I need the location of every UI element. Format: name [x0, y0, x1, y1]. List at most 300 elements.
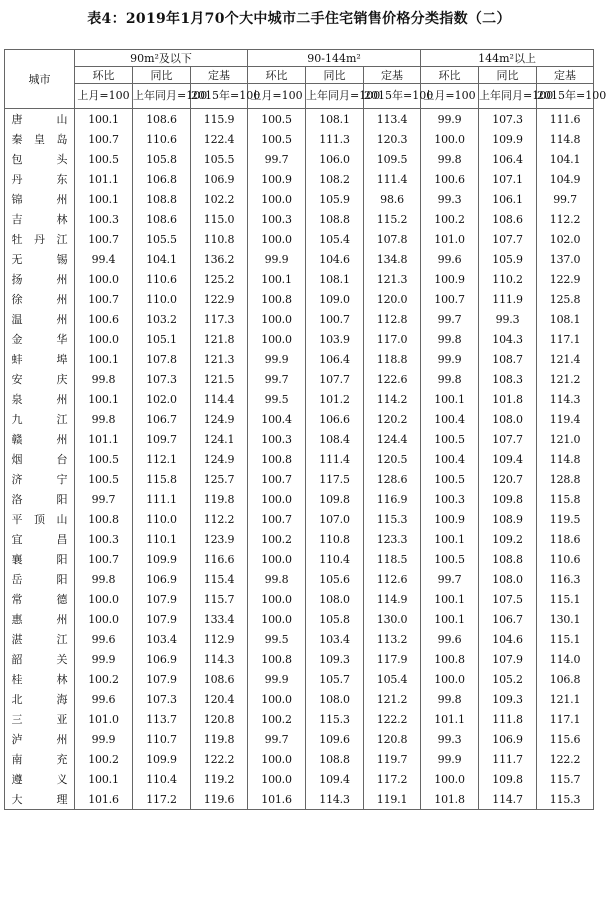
value-cell: 101.1	[75, 429, 133, 449]
city-name: 桂林	[11, 673, 68, 686]
value-cell: 105.7	[306, 669, 364, 689]
value-cell: 111.6	[537, 109, 594, 130]
value-cell: 110.1	[133, 529, 191, 549]
value-cell: 106.9	[479, 729, 537, 749]
value-cell: 100.1	[421, 389, 479, 409]
value-cell: 130.0	[364, 609, 421, 629]
value-cell: 109.6	[306, 729, 364, 749]
value-cell: 122.2	[191, 749, 248, 769]
value-cell: 113.2	[364, 629, 421, 649]
value-cell: 99.9	[248, 349, 306, 369]
city-cell	[5, 789, 75, 810]
value-cell: 99.3	[421, 729, 479, 749]
value-cell: 112.2	[537, 209, 594, 229]
city-cell	[5, 609, 75, 629]
value-cell: 101.0	[75, 709, 133, 729]
city-name: 泉州	[11, 393, 68, 406]
value-cell: 115.7	[537, 769, 594, 789]
value-cell: 128.6	[364, 469, 421, 489]
value-cell: 100.7	[248, 469, 306, 489]
base-header-0-1: 上年同月=100	[133, 84, 191, 109]
group-header-large: 144m²以上	[421, 50, 594, 67]
value-cell: 114.4	[191, 389, 248, 409]
value-cell: 108.1	[306, 269, 364, 289]
value-cell: 100.8	[75, 509, 133, 529]
value-cell: 100.7	[306, 309, 364, 329]
value-cell: 100.0	[248, 309, 306, 329]
value-cell: 106.9	[191, 169, 248, 189]
value-cell: 107.9	[479, 649, 537, 669]
value-cell: 112.1	[133, 449, 191, 469]
table-row	[5, 489, 594, 509]
value-cell: 125.8	[537, 289, 594, 309]
value-cell: 101.0	[421, 229, 479, 249]
city-cell	[5, 429, 75, 449]
value-cell: 107.7	[306, 369, 364, 389]
table-row	[5, 129, 594, 149]
city-name: 牡丹江	[11, 233, 68, 246]
value-cell: 101.1	[421, 709, 479, 729]
value-cell: 105.9	[479, 249, 537, 269]
value-cell: 100.0	[248, 749, 306, 769]
value-cell: 119.5	[537, 509, 594, 529]
city-cell	[5, 249, 75, 269]
city-name: 大理	[11, 793, 68, 806]
value-cell: 122.9	[537, 269, 594, 289]
value-cell: 109.9	[133, 549, 191, 569]
value-cell: 110.7	[133, 729, 191, 749]
value-cell: 120.4	[191, 689, 248, 709]
value-cell: 110.8	[191, 229, 248, 249]
value-cell: 100.5	[421, 549, 479, 569]
value-cell: 114.8	[537, 129, 594, 149]
sub-header-1-2: 定基	[364, 67, 421, 84]
city-cell	[5, 469, 75, 489]
value-cell: 106.7	[133, 409, 191, 429]
table-row	[5, 329, 594, 349]
city-cell	[5, 489, 75, 509]
city-name: 唐山	[11, 113, 68, 126]
table-row	[5, 609, 594, 629]
value-cell: 99.3	[479, 309, 537, 329]
value-cell: 110.6	[537, 549, 594, 569]
city-cell	[5, 149, 75, 169]
value-cell: 99.9	[248, 249, 306, 269]
value-cell: 109.2	[479, 529, 537, 549]
value-cell: 100.3	[75, 209, 133, 229]
value-cell: 99.4	[75, 249, 133, 269]
value-cell: 102.2	[191, 189, 248, 209]
table-row	[5, 249, 594, 269]
value-cell: 100.0	[75, 269, 133, 289]
value-cell: 112.6	[364, 569, 421, 589]
value-cell: 100.0	[421, 129, 479, 149]
value-cell: 116.6	[191, 549, 248, 569]
value-cell: 121.2	[364, 689, 421, 709]
value-cell: 100.1	[421, 609, 479, 629]
base-header-1-2: 2015年=100	[364, 84, 421, 109]
value-cell: 108.0	[306, 689, 364, 709]
value-cell: 100.5	[248, 129, 306, 149]
value-cell: 100.4	[421, 449, 479, 469]
value-cell: 100.0	[248, 549, 306, 569]
city-name: 丹东	[11, 173, 68, 186]
value-cell: 107.8	[133, 349, 191, 369]
value-cell: 109.4	[306, 769, 364, 789]
value-cell: 110.0	[133, 289, 191, 309]
city-name: 包头	[11, 153, 68, 166]
city-name: 北海	[11, 693, 68, 706]
value-cell: 124.4	[364, 429, 421, 449]
sub-header-0-1: 同比	[133, 67, 191, 84]
value-cell: 119.1	[364, 789, 421, 810]
value-cell: 107.3	[133, 689, 191, 709]
value-cell: 100.0	[75, 589, 133, 609]
table-row	[5, 169, 594, 189]
city-name: 襄阳	[11, 553, 68, 566]
value-cell: 111.4	[306, 449, 364, 469]
value-cell: 110.8	[306, 529, 364, 549]
city-cell	[5, 509, 75, 529]
value-cell: 100.8	[248, 289, 306, 309]
value-cell: 120.3	[364, 129, 421, 149]
value-cell: 121.5	[191, 369, 248, 389]
value-cell: 103.9	[306, 329, 364, 349]
value-cell: 105.9	[306, 189, 364, 209]
value-cell: 111.1	[133, 489, 191, 509]
value-cell: 113.4	[364, 109, 421, 130]
city-header: 城市	[5, 50, 75, 109]
value-cell: 99.6	[75, 629, 133, 649]
value-cell: 106.0	[306, 149, 364, 169]
value-cell: 105.8	[306, 609, 364, 629]
value-cell: 111.8	[479, 709, 537, 729]
value-cell: 108.9	[479, 509, 537, 529]
base-header-0-0: 上月=100	[75, 84, 133, 109]
value-cell: 111.4	[364, 169, 421, 189]
city-name: 三亚	[11, 713, 68, 726]
value-cell: 122.2	[537, 749, 594, 769]
value-cell: 107.3	[133, 369, 191, 389]
value-cell: 98.6	[364, 189, 421, 209]
city-name: 烟台	[11, 453, 68, 466]
value-cell: 125.2	[191, 269, 248, 289]
city-name: 宜昌	[11, 533, 68, 546]
value-cell: 124.9	[191, 449, 248, 469]
value-cell: 99.7	[421, 309, 479, 329]
value-cell: 108.6	[133, 209, 191, 229]
value-cell: 106.6	[306, 409, 364, 429]
city-name: 常德	[11, 593, 68, 606]
city-name: 韶关	[11, 653, 68, 666]
value-cell: 113.7	[133, 709, 191, 729]
city-cell	[5, 409, 75, 429]
value-cell: 104.6	[479, 629, 537, 649]
table-row	[5, 749, 594, 769]
value-cell: 100.5	[75, 149, 133, 169]
value-cell: 120.8	[364, 729, 421, 749]
table-row	[5, 229, 594, 249]
city-cell	[5, 309, 75, 329]
value-cell: 108.0	[306, 589, 364, 609]
value-cell: 124.1	[191, 429, 248, 449]
value-cell: 99.5	[248, 629, 306, 649]
value-cell: 108.1	[306, 109, 364, 130]
value-cell: 107.7	[479, 429, 537, 449]
table-row	[5, 669, 594, 689]
value-cell: 100.8	[421, 649, 479, 669]
group-header-small: 90m²及以下	[75, 50, 248, 67]
value-cell: 114.2	[364, 389, 421, 409]
city-name: 吉林	[11, 213, 68, 226]
value-cell: 137.0	[537, 249, 594, 269]
value-cell: 102.0	[537, 229, 594, 249]
value-cell: 100.8	[248, 649, 306, 669]
value-cell: 115.3	[306, 709, 364, 729]
value-cell: 115.8	[133, 469, 191, 489]
value-cell: 115.8	[537, 489, 594, 509]
city-cell	[5, 769, 75, 789]
value-cell: 117.1	[537, 329, 594, 349]
value-cell: 100.0	[75, 329, 133, 349]
value-cell: 100.2	[75, 749, 133, 769]
table-row	[5, 289, 594, 309]
value-cell: 106.8	[537, 669, 594, 689]
value-cell: 99.9	[75, 729, 133, 749]
base-header-0-2: 2015年=100	[191, 84, 248, 109]
value-cell: 109.8	[479, 489, 537, 509]
value-cell: 108.8	[306, 749, 364, 769]
value-cell: 133.4	[191, 609, 248, 629]
value-cell: 100.1	[421, 589, 479, 609]
value-cell: 101.8	[479, 389, 537, 409]
value-cell: 100.1	[248, 269, 306, 289]
value-cell: 114.9	[364, 589, 421, 609]
value-cell: 121.3	[364, 269, 421, 289]
value-cell: 99.9	[75, 649, 133, 669]
base-header-2-1: 上年同月=100	[479, 84, 537, 109]
value-cell: 117.1	[537, 709, 594, 729]
value-cell: 100.6	[75, 309, 133, 329]
city-name: 徐州	[11, 293, 68, 306]
value-cell: 100.7	[75, 289, 133, 309]
value-cell: 112.8	[364, 309, 421, 329]
value-cell: 108.0	[479, 409, 537, 429]
value-cell: 108.6	[191, 669, 248, 689]
value-cell: 115.6	[537, 729, 594, 749]
value-cell: 105.5	[191, 149, 248, 169]
city-cell	[5, 729, 75, 749]
value-cell: 121.2	[537, 369, 594, 389]
value-cell: 115.3	[537, 789, 594, 810]
value-cell: 110.4	[306, 549, 364, 569]
value-cell: 105.8	[133, 149, 191, 169]
city-cell	[5, 669, 75, 689]
value-cell: 106.1	[479, 189, 537, 209]
value-cell: 104.1	[133, 249, 191, 269]
city-cell	[5, 629, 75, 649]
value-cell: 108.6	[133, 109, 191, 130]
value-cell: 121.1	[537, 689, 594, 709]
value-cell: 122.6	[364, 369, 421, 389]
value-cell: 108.1	[537, 309, 594, 329]
value-cell: 99.6	[421, 629, 479, 649]
value-cell: 116.3	[537, 569, 594, 589]
city-cell	[5, 689, 75, 709]
sub-header-2-2: 定基	[537, 67, 594, 84]
value-cell: 107.1	[479, 169, 537, 189]
sub-header-0-2: 定基	[191, 67, 248, 84]
value-cell: 99.7	[537, 189, 594, 209]
table-row	[5, 569, 594, 589]
city-cell	[5, 269, 75, 289]
value-cell: 122.4	[191, 129, 248, 149]
value-cell: 112.9	[191, 629, 248, 649]
value-cell: 100.1	[75, 109, 133, 130]
value-cell: 119.8	[191, 729, 248, 749]
value-cell: 107.9	[133, 589, 191, 609]
value-cell: 100.0	[248, 489, 306, 509]
value-cell: 100.5	[75, 449, 133, 469]
table-row	[5, 709, 594, 729]
table-row	[5, 309, 594, 329]
table-row	[5, 209, 594, 229]
value-cell: 100.7	[75, 549, 133, 569]
value-cell: 114.3	[306, 789, 364, 810]
city-name: 蚌埠	[11, 353, 68, 366]
value-cell: 121.0	[537, 429, 594, 449]
city-cell	[5, 549, 75, 569]
value-cell: 100.7	[75, 129, 133, 149]
value-cell: 99.9	[248, 669, 306, 689]
value-cell: 105.4	[306, 229, 364, 249]
value-cell: 99.3	[421, 189, 479, 209]
value-cell: 105.1	[133, 329, 191, 349]
value-cell: 109.4	[479, 449, 537, 469]
value-cell: 99.8	[421, 149, 479, 169]
value-cell: 100.5	[248, 109, 306, 130]
value-cell: 100.0	[248, 229, 306, 249]
value-cell: 107.9	[133, 669, 191, 689]
value-cell: 136.2	[191, 249, 248, 269]
value-cell: 122.2	[364, 709, 421, 729]
value-cell: 99.8	[75, 569, 133, 589]
value-cell: 114.0	[537, 649, 594, 669]
value-cell: 109.0	[306, 289, 364, 309]
value-cell: 108.4	[306, 429, 364, 449]
value-cell: 118.6	[537, 529, 594, 549]
value-cell: 100.0	[421, 669, 479, 689]
value-cell: 99.8	[248, 569, 306, 589]
price-index-table	[4, 49, 606, 810]
sub-header-0-0: 环比	[75, 67, 133, 84]
value-cell: 123.3	[364, 529, 421, 549]
city-cell	[5, 209, 75, 229]
value-cell: 99.8	[421, 369, 479, 389]
value-cell: 100.2	[421, 209, 479, 229]
sub-header-2-1: 同比	[479, 67, 537, 84]
value-cell: 106.8	[133, 169, 191, 189]
value-cell: 109.8	[306, 489, 364, 509]
value-cell: 100.1	[75, 349, 133, 369]
value-cell: 110.6	[133, 129, 191, 149]
value-cell: 100.0	[421, 769, 479, 789]
value-cell: 123.9	[191, 529, 248, 549]
city-name: 湛江	[11, 633, 68, 646]
value-cell: 125.7	[191, 469, 248, 489]
value-cell: 115.0	[191, 209, 248, 229]
table-row	[5, 509, 594, 529]
table-row	[5, 549, 594, 569]
value-cell: 100.0	[248, 609, 306, 629]
value-cell: 117.2	[133, 789, 191, 810]
value-cell: 100.8	[248, 449, 306, 469]
value-cell: 108.6	[479, 209, 537, 229]
table-row	[5, 189, 594, 209]
value-cell: 121.8	[191, 329, 248, 349]
value-cell: 100.2	[248, 529, 306, 549]
city-name: 秦皇岛	[11, 133, 68, 146]
city-cell	[5, 229, 75, 249]
value-cell: 109.9	[479, 129, 537, 149]
value-cell: 121.3	[191, 349, 248, 369]
city-cell	[5, 389, 75, 409]
value-cell: 100.5	[421, 429, 479, 449]
value-cell: 100.1	[421, 529, 479, 549]
value-cell: 105.4	[364, 669, 421, 689]
value-cell: 108.7	[479, 349, 537, 369]
value-cell: 100.4	[421, 409, 479, 429]
value-cell: 99.9	[421, 109, 479, 130]
table-row	[5, 109, 594, 130]
value-cell: 108.0	[479, 569, 537, 589]
value-cell: 100.1	[75, 389, 133, 409]
value-cell: 99.9	[421, 349, 479, 369]
value-cell: 100.5	[421, 469, 479, 489]
city-cell	[5, 129, 75, 149]
city-name: 锦州	[11, 193, 68, 206]
city-name: 扬州	[11, 273, 68, 286]
table-row	[5, 729, 594, 749]
value-cell: 105.5	[133, 229, 191, 249]
value-cell: 110.4	[133, 769, 191, 789]
value-cell: 99.7	[248, 149, 306, 169]
city-cell	[5, 529, 75, 549]
table-row	[5, 529, 594, 549]
value-cell: 108.8	[479, 549, 537, 569]
value-cell: 105.2	[479, 669, 537, 689]
value-cell: 99.6	[75, 689, 133, 709]
value-cell: 101.8	[421, 789, 479, 810]
value-cell: 109.3	[306, 649, 364, 669]
value-cell: 134.8	[364, 249, 421, 269]
table-title: 表4：2019年1月70个大中城市二手住宅销售价格分类指数（二）	[87, 11, 511, 27]
value-cell: 100.4	[248, 409, 306, 429]
value-cell: 100.7	[248, 509, 306, 529]
table-row	[5, 389, 594, 409]
value-cell: 110.2	[479, 269, 537, 289]
value-cell: 99.9	[421, 749, 479, 769]
value-cell: 108.2	[306, 169, 364, 189]
value-cell: 107.9	[133, 609, 191, 629]
group-header-medium: 90-144m²	[248, 50, 421, 67]
value-cell: 111.9	[479, 289, 537, 309]
value-cell: 111.7	[479, 749, 537, 769]
table-row	[5, 589, 594, 609]
table-row	[5, 649, 594, 669]
value-cell: 106.9	[133, 649, 191, 669]
table-row	[5, 349, 594, 369]
